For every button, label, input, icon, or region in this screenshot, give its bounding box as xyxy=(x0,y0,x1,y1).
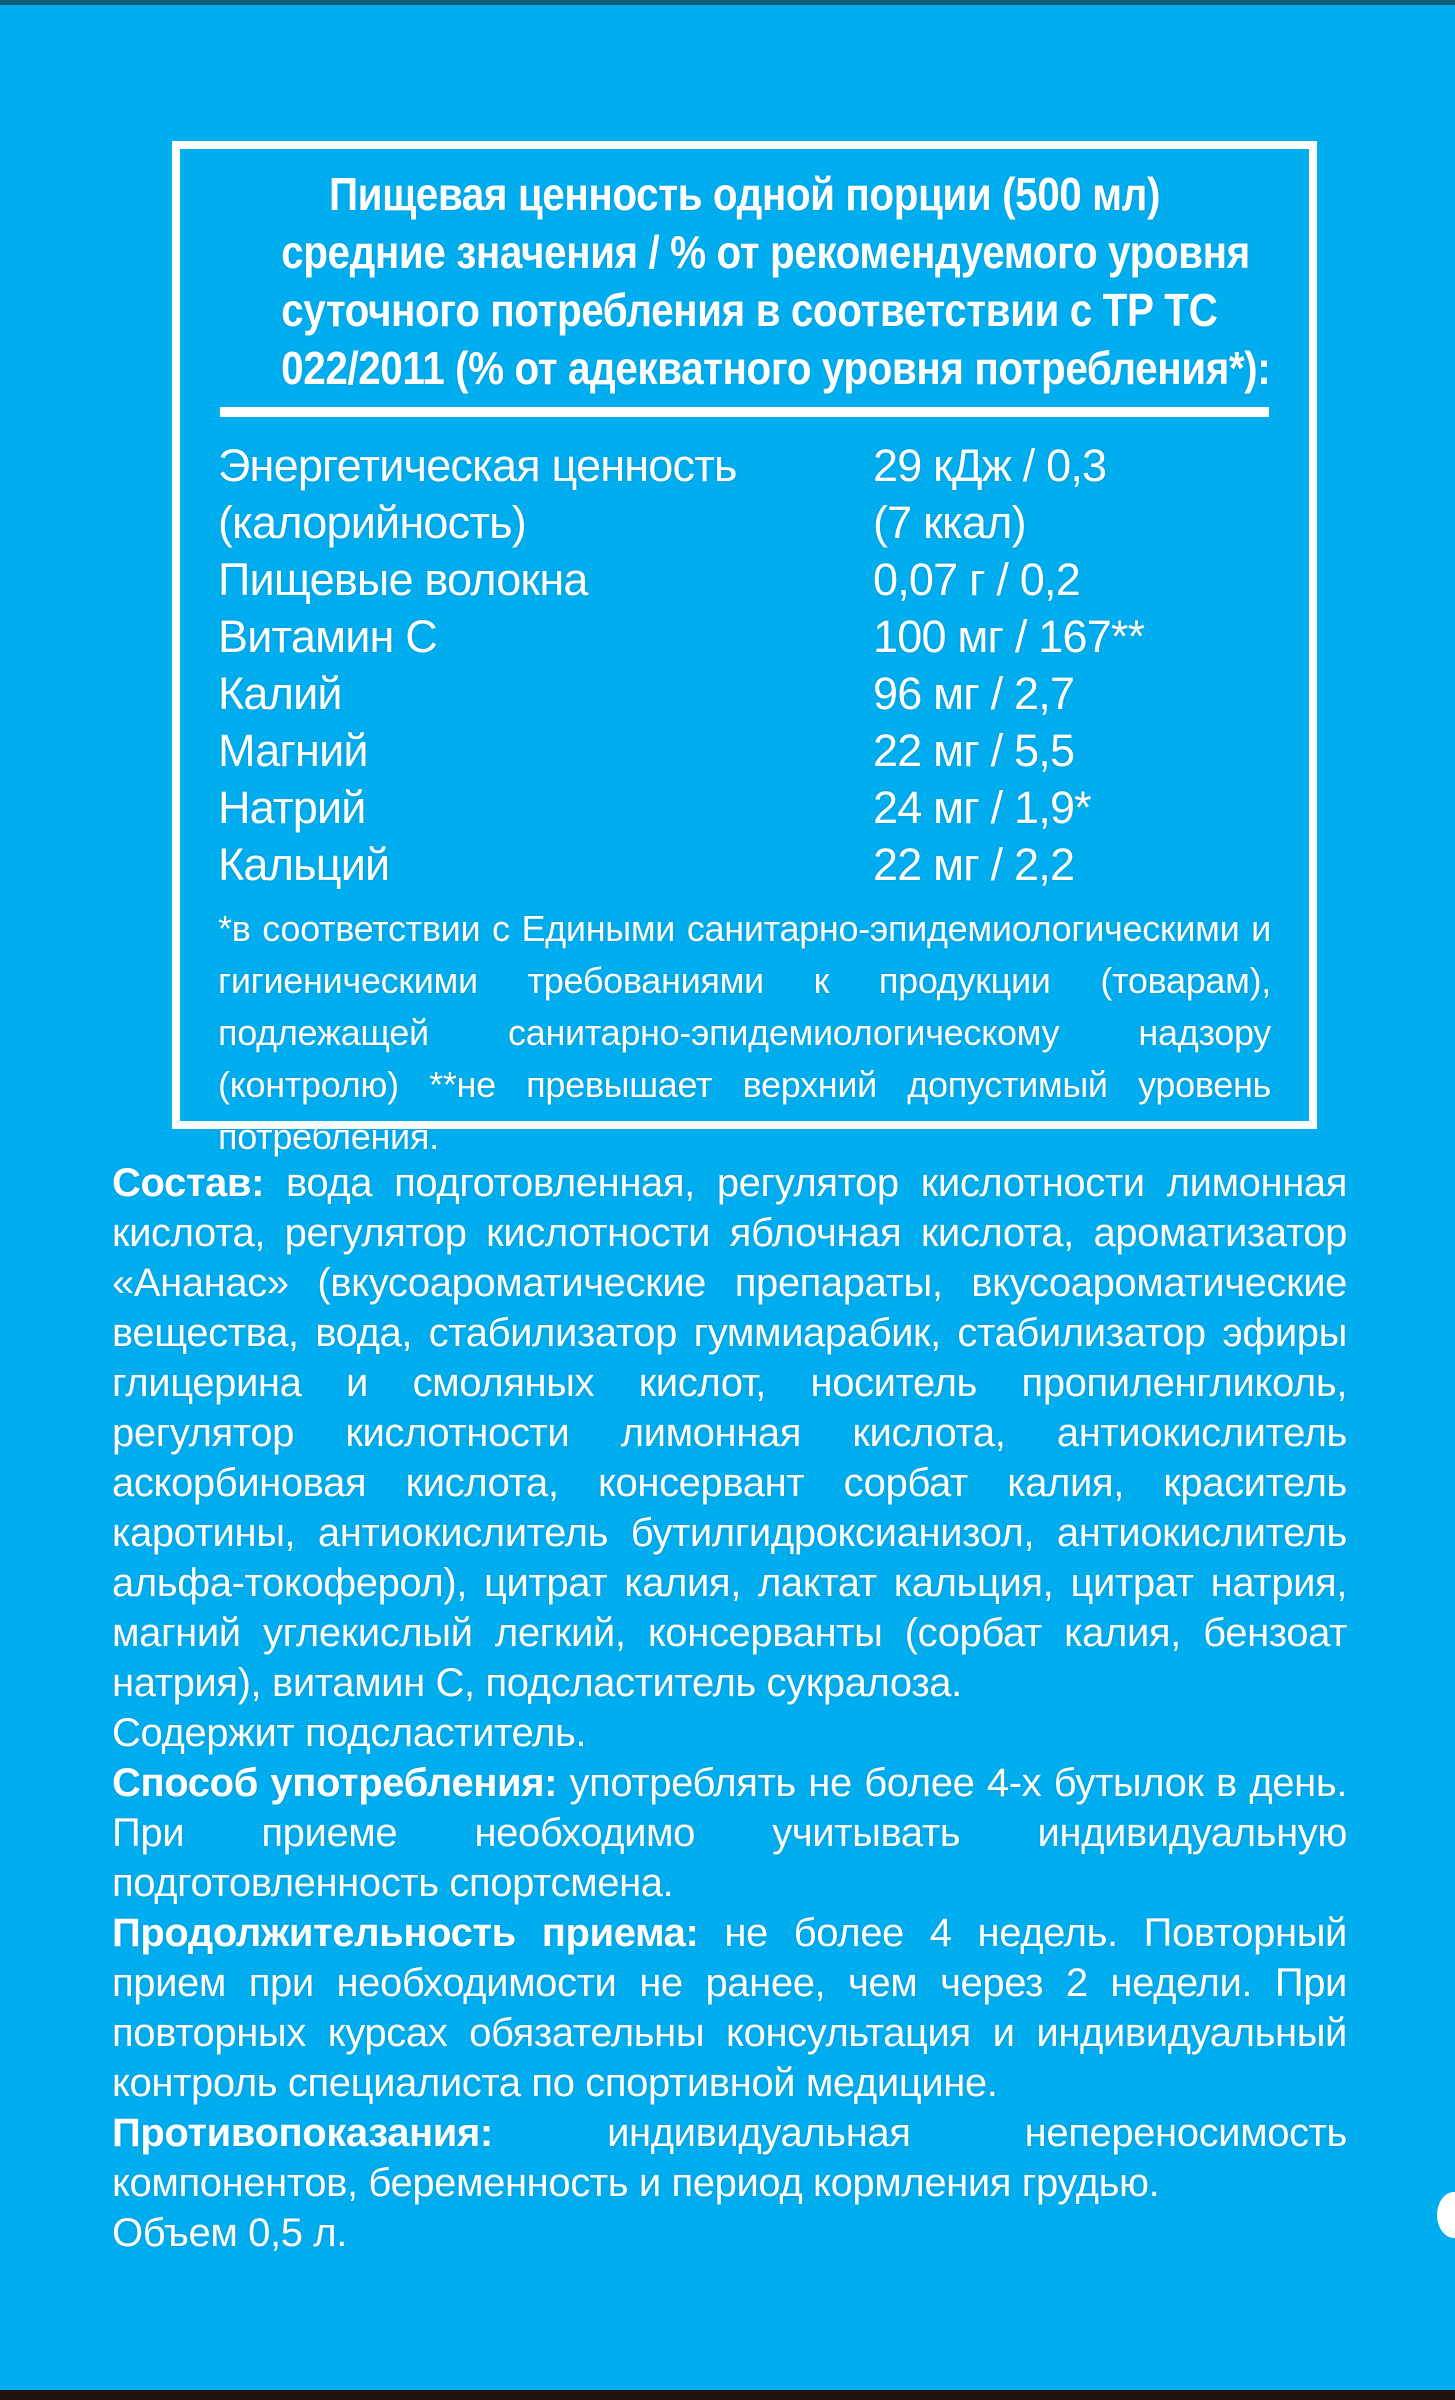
section-text: не более 4 недель. Повторный прием при необходимости не ранее, чем через 2 недели. При повторных курсах обязательны консультация и индивидуальный контроль специалиста по спортивной медицине. xyxy=(112,1911,1347,2105)
nutrient-name: Пищевые волокна xyxy=(218,554,588,605)
nutrient-name: (калорийность) xyxy=(218,497,526,548)
nutrition-title-line: средние значения / % от рекомендуемого уровня xyxy=(281,226,1250,278)
nutrition-row xyxy=(218,494,1271,551)
nutrient-value: 100 мг / 167** xyxy=(873,611,1145,662)
nutrition-row xyxy=(218,551,1271,608)
sweetener-note xyxy=(112,1708,1347,1758)
nutrient-name: Витамин C xyxy=(218,611,438,662)
nutrition-title-line: суточного потребления в соответствии с ТР ТС xyxy=(281,284,1218,336)
nutrition-row xyxy=(218,665,1271,722)
nutrition-row xyxy=(218,608,1271,665)
section-text: Объем 0,5 л. xyxy=(112,2211,347,2255)
nutrition-row xyxy=(218,722,1271,779)
nutrient-name: Натрий xyxy=(218,782,366,833)
nutrition-row xyxy=(218,437,1271,494)
nutrient-value: 24 мг / 1,9* xyxy=(873,782,1091,833)
nutrition-footnote: *в соответствии с Едиными санитарно-эпидемиологическими и гигиеническими требованиями к продукции (товарам), подлежащей санитарно-эпидемиологическому надзору (контролю) **не превышает верхний допустимый уровень потребления. xyxy=(218,908,1271,1157)
section-lead: Продолжительность приема: xyxy=(112,1911,699,1955)
nutrient-value: 22 мг / 5,5 xyxy=(873,725,1075,776)
nutrition-title-line: 022/2011 (% от адекватного уровня потребления*): xyxy=(281,342,1271,394)
volume-note xyxy=(112,2208,1347,2258)
nutrient-value: 22 мг / 2,2 xyxy=(873,839,1075,890)
nutrition-table xyxy=(218,437,1271,893)
nutrient-value: (7 ккал) xyxy=(873,497,1026,548)
nutrition-title-line: Пищевая ценность одной порции (500 мл) xyxy=(328,168,1161,220)
nutrient-value: 0,07 г / 0,2 xyxy=(873,554,1080,605)
duration-section xyxy=(112,1908,1347,2108)
section-lead: Способ употребления: xyxy=(112,1761,558,1805)
usage-section xyxy=(112,1758,1347,1908)
nutrition-title xyxy=(218,165,1271,397)
nutrient-value: 29 кДж / 0,3 xyxy=(873,440,1107,491)
section-text: употреблять не более 4-х бутылок в день. При приеме необходимо учитывать индивидуальную подготовленность спортсмена. xyxy=(112,1761,1348,1905)
nutrient-name: Энергетическая ценность xyxy=(218,440,737,491)
section-text: вода подготовленная, регулятор кислотности лимонная кислота, регулятор кислотности яблочная кислота, ароматизатор «Ананас» (вкусоароматические препараты, вкусоароматические вещества, вода, стабилизатор гуммиарабик, стабилизатор эфиры глицерина и смоляных кислот, носитель пропиленгликоль, регулятор кислотности лимонная кислота, антиокислитель аскорбиновая кислота, консервант сорбат калия, краситель каротины, антиокислитель бутилгидроксианизол, антиокислитель альфа-токоферол), цитрат калия, лактат кальция, цитрат натрия, магний углекислый легкий, консерванты (сорбат калия, бензоат натрия), витамин С, подсластитель сукралоза. xyxy=(112,1161,1348,1705)
section-lead: Состав: xyxy=(112,1161,264,1205)
section-text: индивидуальная непереносимость компонентов, беременность и период кормления грудью. xyxy=(112,2111,1347,2205)
nutrient-name: Калий xyxy=(218,668,342,719)
nutrition-row xyxy=(218,779,1271,836)
top-edge-strip xyxy=(0,0,1455,5)
label-body-text xyxy=(112,1158,1347,2258)
ingredients-section xyxy=(112,1158,1347,1708)
nutrient-name: Магний xyxy=(218,725,368,776)
section-text: Содержит подсластитель. xyxy=(112,1711,587,1755)
section-lead: Противопоказания: xyxy=(112,2111,493,2155)
bottom-edge-strip xyxy=(0,2390,1455,2400)
nutrition-row xyxy=(218,836,1271,893)
title-separator-rule xyxy=(220,407,1269,417)
nutrient-value: 96 мг / 2,7 xyxy=(873,668,1075,719)
nutrient-name: Кальций xyxy=(218,839,390,890)
nutrition-facts-box xyxy=(172,141,1317,1157)
contraindications-section xyxy=(112,2108,1347,2208)
edge-white-artifact xyxy=(1437,2192,1455,2238)
